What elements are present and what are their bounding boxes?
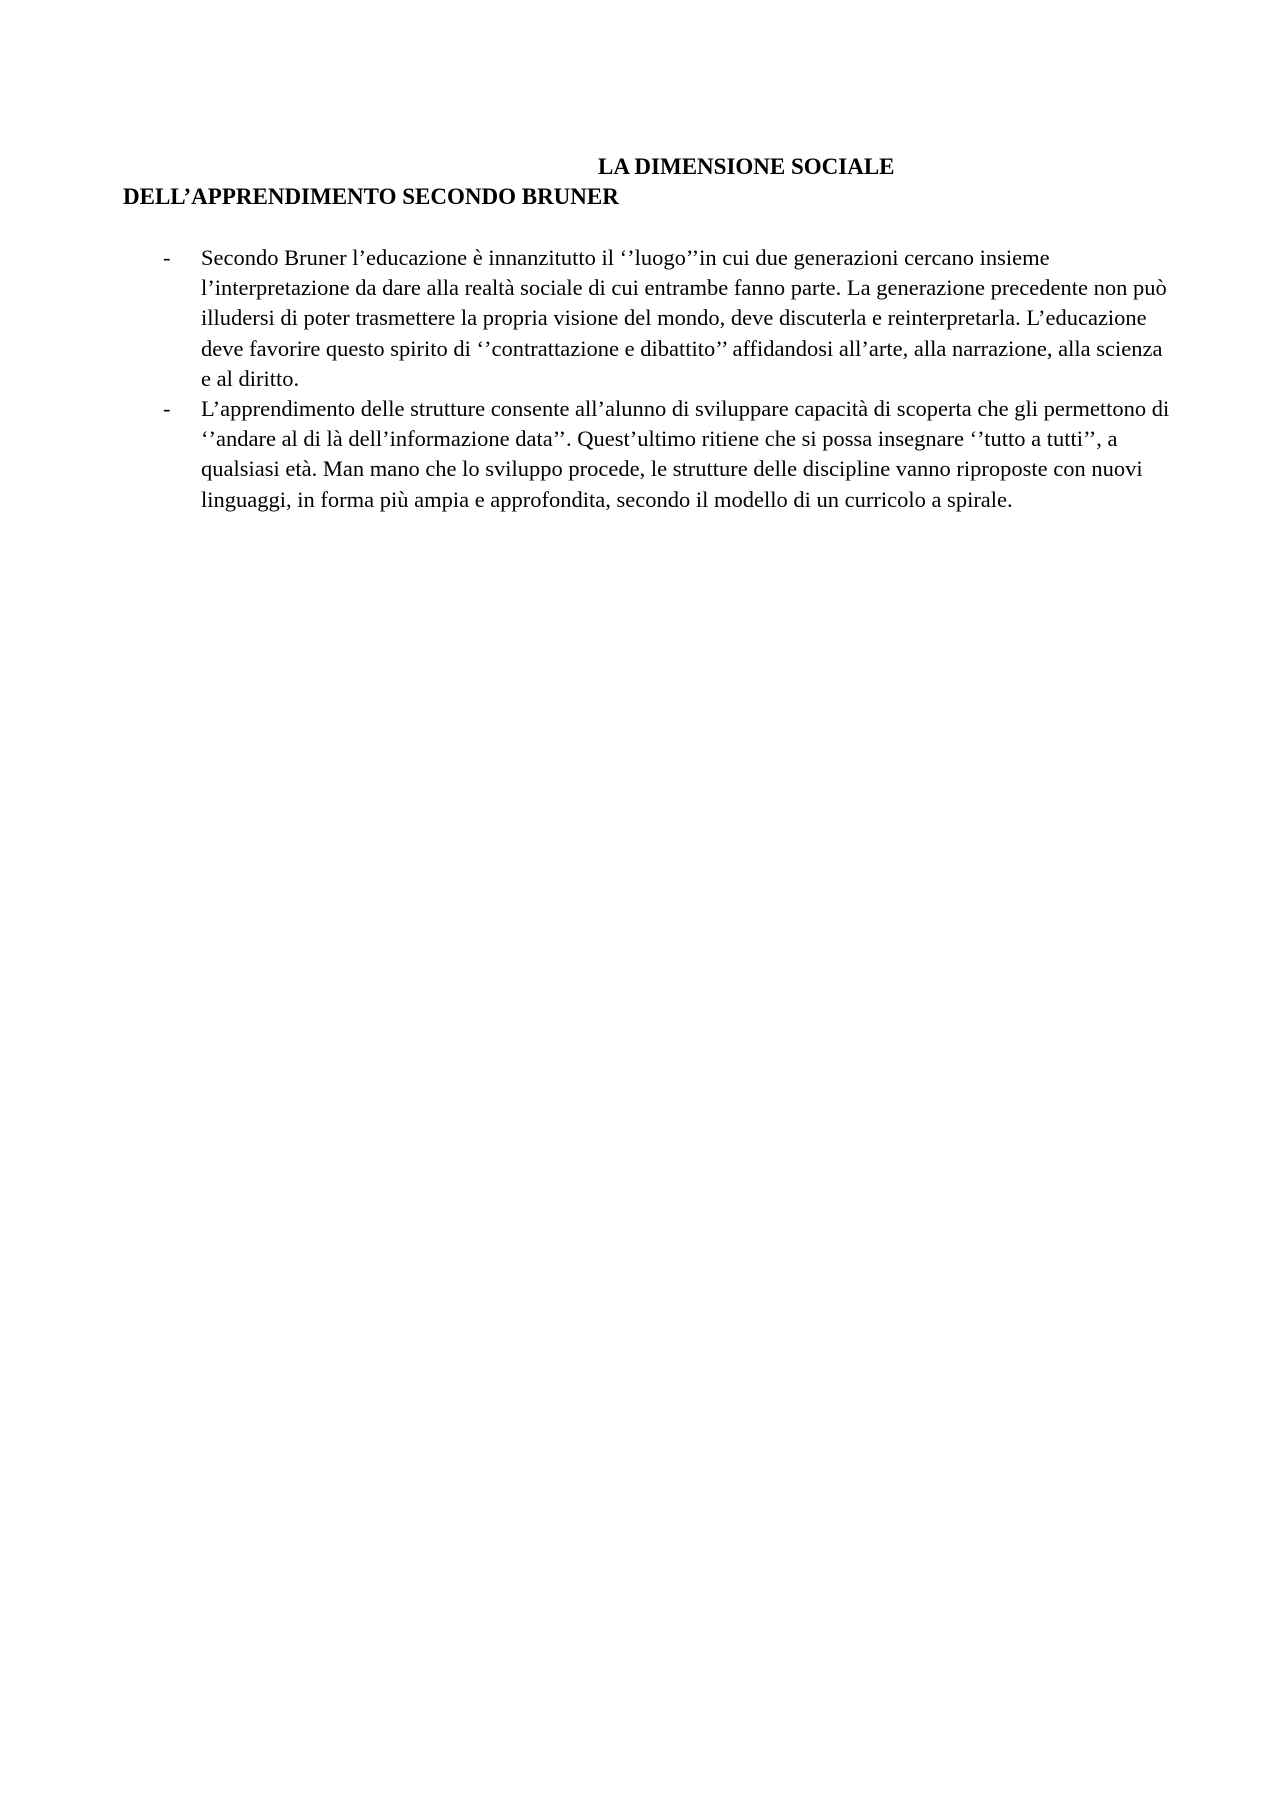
list-item	[163, 394, 1173, 515]
bullet-marker: -	[163, 396, 171, 422]
document-title	[123, 152, 1163, 212]
bullet-list	[163, 243, 1173, 515]
bullet-text: L’apprendimento delle strutture consente all’alunno di sviluppare capacità di scoperta che gli permettono di ‘’andare al di là dell’informazione data’’. Quest’ultimo ritiene che si possa insegnare ‘’tutto a tutti’’, a qualsiasi età. Man mano che lo sviluppo procede, le strutture delle discipline vanno riproposte con nuovi linguaggi, in forma più ampia e approfondita, secondo il modello di un curricolo a spirale.	[201, 396, 1170, 512]
title-line-1: LA DIMENSIONE SOCIALE	[598, 154, 895, 179]
list-item	[163, 243, 1173, 394]
bullet-text: Secondo Bruner l’educazione è innanzitutto il ‘’luogo’’in cui due generazioni cercano insieme l’interpretazione da dare alla realtà sociale di cui entrambe fanno parte. La generazione precedente non può illudersi di poter trasmettere la propria visione del mondo, deve discuterla e reinterpretarla. L’educazione deve favorire questo spirito di ‘’contrattazione e dibattito’’ affidandosi all’arte, alla narrazione, alla scienza e al diritto.	[201, 245, 1167, 391]
title-line-2: DELL’APPRENDIMENTO SECONDO BRUNER	[123, 184, 619, 209]
bullet-marker: -	[163, 245, 171, 270]
